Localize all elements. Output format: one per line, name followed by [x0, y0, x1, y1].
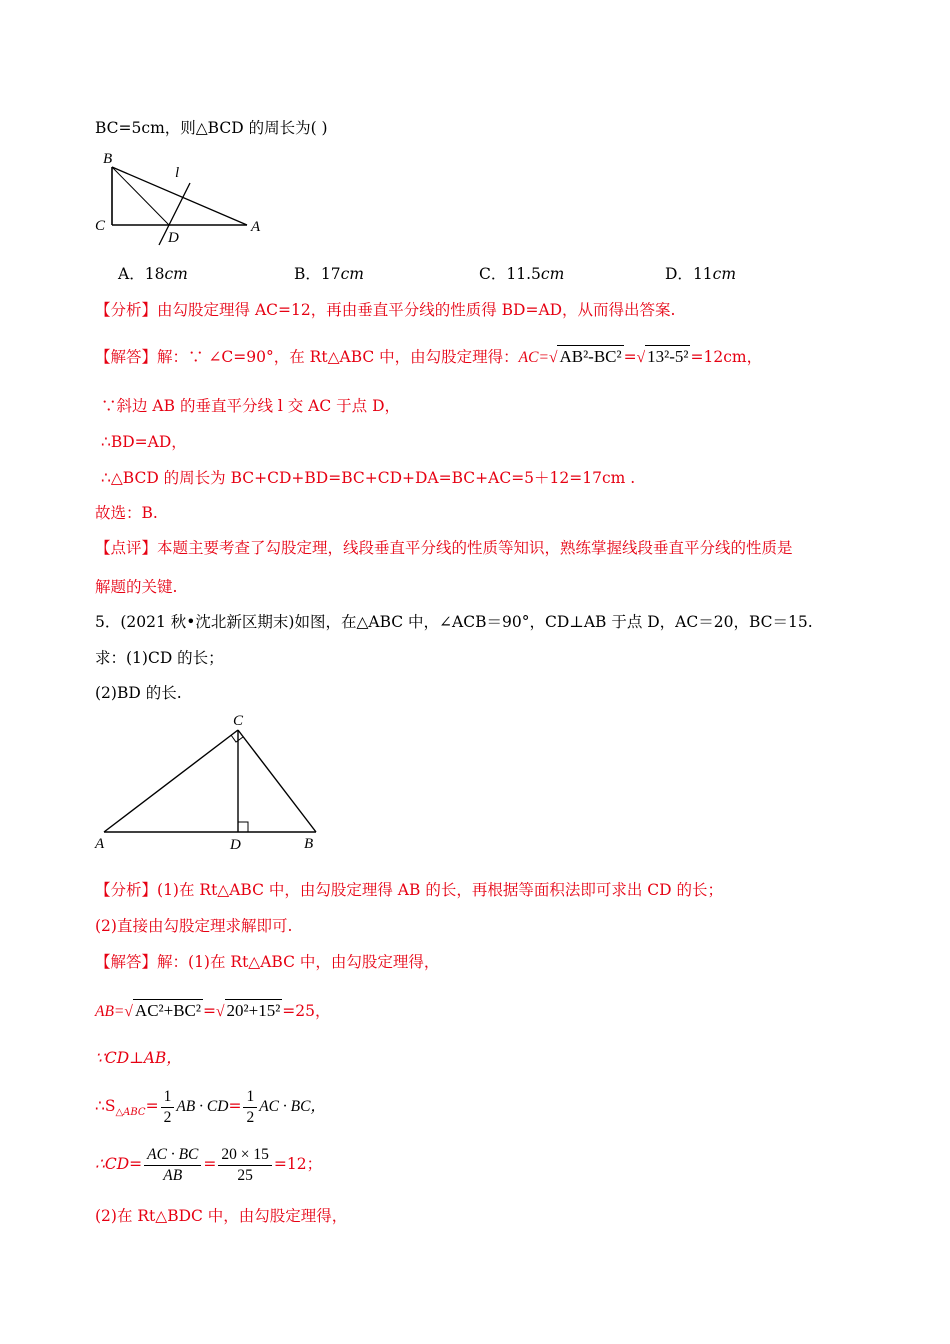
q4-label-d: D	[168, 230, 179, 246]
q4-comment-line2: 解题的关键.	[95, 578, 178, 596]
q5-label-a: A	[95, 836, 105, 852]
q5-ask1: 求：(1)CD 的长；	[95, 649, 224, 667]
q5-solution: 【解答】解：(1)在 Rt△ABC 中，由勾股定理得，	[95, 953, 440, 971]
q5-area-eq: $\therefore S_{\triangle ABC}=$ $\frac{1}{2}$ AB · CD= $\frac{1}{2}$ AC · BC，	[95, 1087, 326, 1126]
q5-cd-eq: ∴CD= $\frac{AC \cdot BC}{AB}$ = $\frac{20 \times 15}{25}$ =12；	[95, 1145, 323, 1184]
q4-step2: ∴BD=AD，	[101, 433, 187, 451]
q5-stem: 5．(2021 秋•沈北新区期末)如图，在△ABC 中，∠ACB＝90°，CD⊥AB 于点 D，AC＝20，BC＝15.	[95, 613, 813, 631]
q4-label-c: C	[95, 218, 106, 234]
q5-ask2: (2)BD 的长.	[95, 684, 182, 702]
q5-label-b: B	[304, 836, 314, 852]
option-a: A．18cm	[118, 265, 188, 283]
option-b: B．17cm	[294, 265, 365, 283]
option-c: C．11.5cm	[479, 265, 565, 283]
q4-stem-tail: BC=5cm，则△BCD 的周长为( )	[95, 119, 328, 137]
q5-figure	[92, 710, 327, 855]
q5-label-c: C	[233, 713, 244, 729]
q4-label-b: B	[103, 151, 113, 167]
q4-analysis: 【分析】由勾股定理得 AC=12，再由垂直平分线的性质得 BD=AD，从而得出答案.	[95, 301, 676, 319]
q5-analysis: 【分析】(1)在 Rt△ABC 中，由勾股定理得 AB 的长，再根据等面积法即可求出 CD 的长；	[95, 881, 723, 899]
q4-step3: ∴△BCD 的周长为 BC+CD+BD=BC+CD+DA=BC+AC=5＋12=17cm .	[101, 469, 636, 487]
q4-label-l: l	[175, 165, 180, 181]
q5-ab-eq: AB=√ AC²+BC² =√ 20²+15² =25，	[95, 1001, 331, 1020]
q5-label-d: D	[230, 837, 241, 853]
q4-step1: ∵斜边 AB 的垂直平分线 l 交 AC 于点 D，	[101, 397, 401, 415]
q5-analysis2: (2)直接由勾股定理求解即可.	[95, 917, 293, 935]
q4-figure	[95, 145, 275, 250]
q5-because: ∵CD⊥AB，	[95, 1049, 182, 1067]
q5-part2: (2)在 Rt△BDC 中，由勾股定理得，	[95, 1207, 348, 1225]
q4-solution: 【解答】解：∵ ∠C=90°，在 Rt△ABC 中，由勾股定理得：AC=√ AB²-BC² =√ 13²-5² =12cm，	[95, 347, 763, 366]
q4-label-a: A	[251, 219, 261, 235]
q4-comment: 【点评】本题主要考查了勾股定理，线段垂直平分线的性质等知识，熟练掌握线段垂直平分线的性质是	[95, 539, 793, 557]
option-d: D．11cm	[665, 265, 737, 283]
q4-choice: 故选：B.	[95, 504, 158, 522]
